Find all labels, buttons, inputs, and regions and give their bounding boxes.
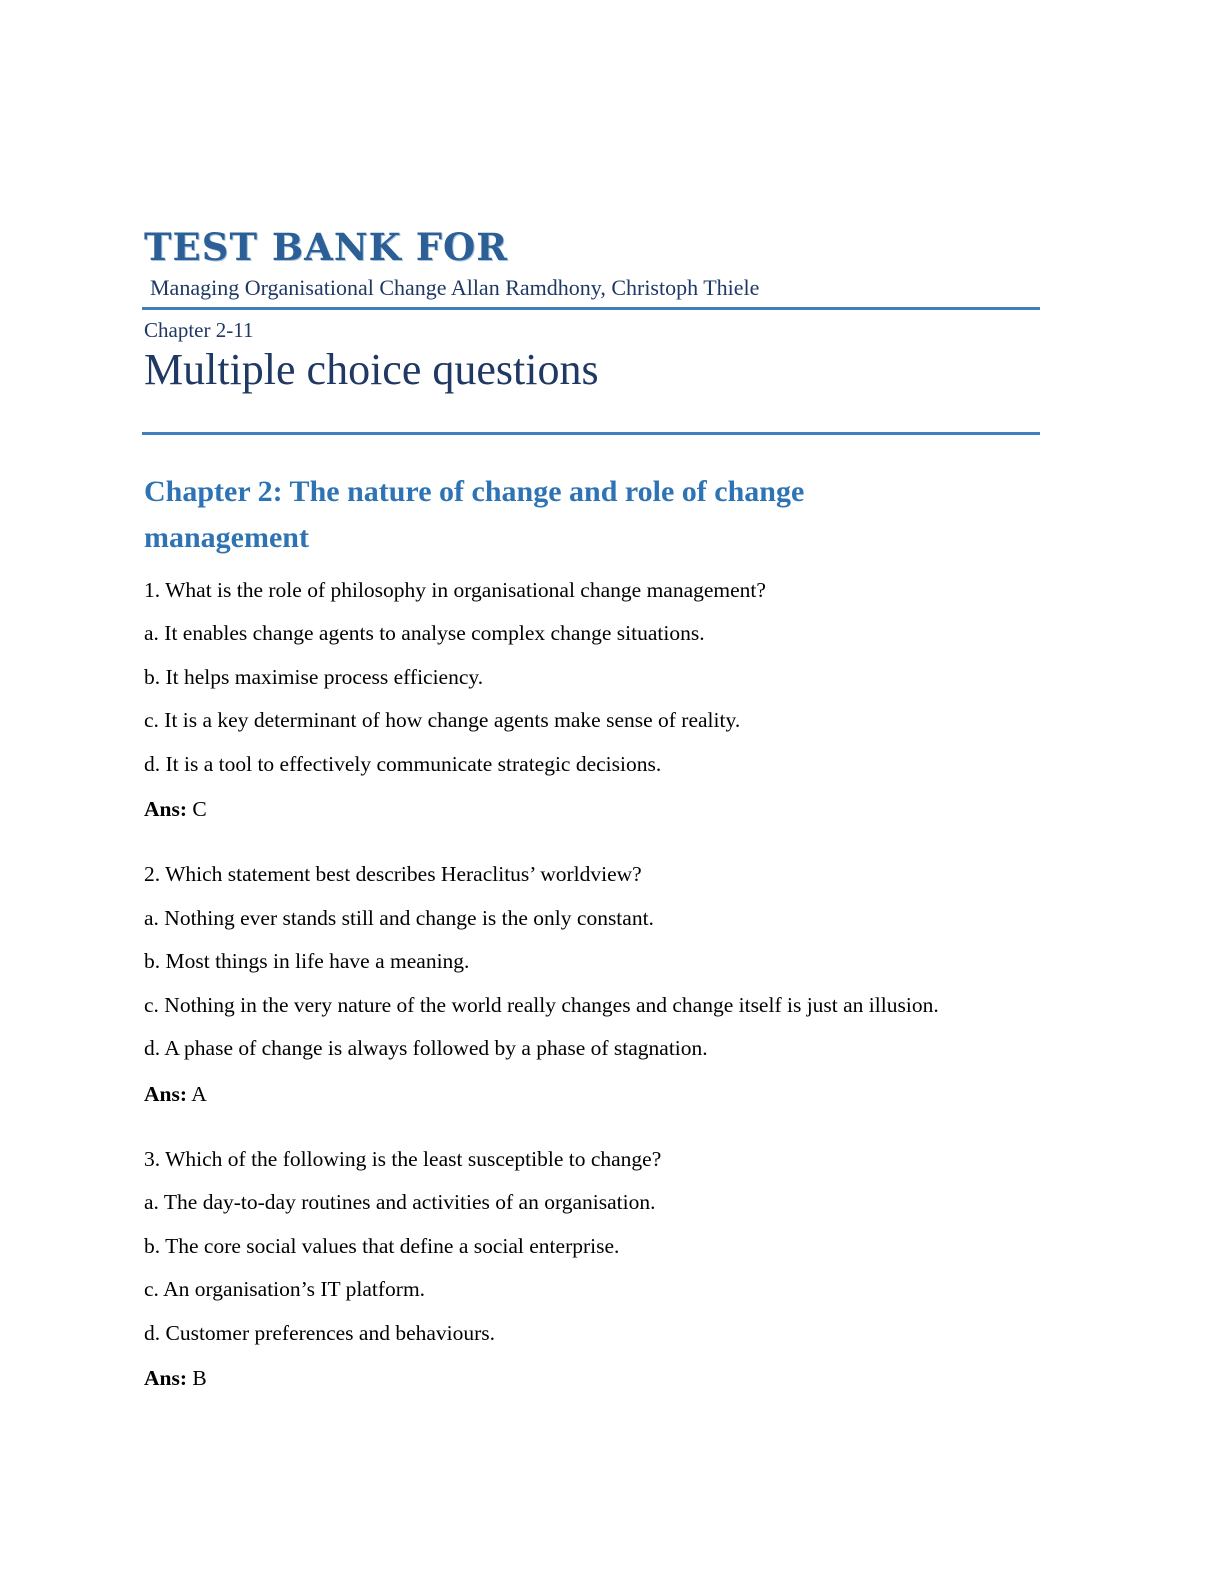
question-option: a. It enables change agents to analyse complex change situations.	[144, 621, 705, 646]
document-content	[142, 225, 1042, 1433]
answer-label: Ans:	[144, 1366, 188, 1391]
question-stem: 2. Which statement best describes Heraclitus’ worldview?	[144, 862, 642, 887]
question-answer	[144, 786, 1042, 822]
question-block	[142, 864, 1042, 1107]
question-option: b. The core social values that define a social enterprise.	[144, 1233, 620, 1258]
section-heading: Chapter 2: The nature of change and role of change management	[144, 474, 805, 555]
answer-value: C	[192, 797, 207, 822]
question-option: b. It helps maximise process efficiency.	[144, 664, 484, 689]
question-option: d. A phase of change is always followed by a phase of stagnation.	[144, 1036, 708, 1061]
question-option: c. It is a key determinant of how change agents make sense of reality.	[144, 708, 741, 733]
masthead-title: TEST BANK FOR	[144, 225, 508, 269]
question-stem: 1. What is the role of philosophy in organisational change management?	[144, 577, 766, 602]
answer-label: Ans:	[144, 797, 188, 822]
question-option: d. Customer preferences and behaviours.	[144, 1320, 496, 1345]
question-option: d. It is a tool to effectively communicate strategic decisions.	[144, 751, 662, 776]
answer-value: A	[191, 1081, 207, 1106]
question-answer	[144, 1355, 1042, 1391]
question-answer	[144, 1071, 1042, 1107]
question-stem: 3. Which of the following is the least susceptible to change?	[144, 1146, 662, 1171]
chapter-range: Chapter 2-11	[144, 318, 254, 343]
question-option: a. The day-to-day routines and activities of an organisation.	[144, 1190, 656, 1215]
question-block	[142, 1146, 1042, 1392]
question-block	[142, 577, 1042, 823]
question-option: b. Most things in life have a meaning.	[144, 949, 470, 974]
answer-value: B	[192, 1366, 207, 1391]
horizontal-rule-bottom	[142, 432, 1040, 435]
question-option: a. Nothing ever stands still and change is the only constant.	[144, 905, 654, 930]
masthead	[142, 225, 1042, 435]
page-title: Multiple choice questions	[144, 345, 599, 395]
question-option: c. Nothing in the very nature of the world really changes and change itself is just an illusion.	[144, 992, 939, 1017]
question-option: c. An organisation’s IT platform.	[144, 1277, 426, 1302]
horizontal-rule-top	[142, 307, 1040, 310]
answer-label: Ans:	[144, 1081, 188, 1106]
masthead-subtitle: Managing Organisational Change Allan Ramdhony, Christoph Thiele	[150, 274, 760, 300]
